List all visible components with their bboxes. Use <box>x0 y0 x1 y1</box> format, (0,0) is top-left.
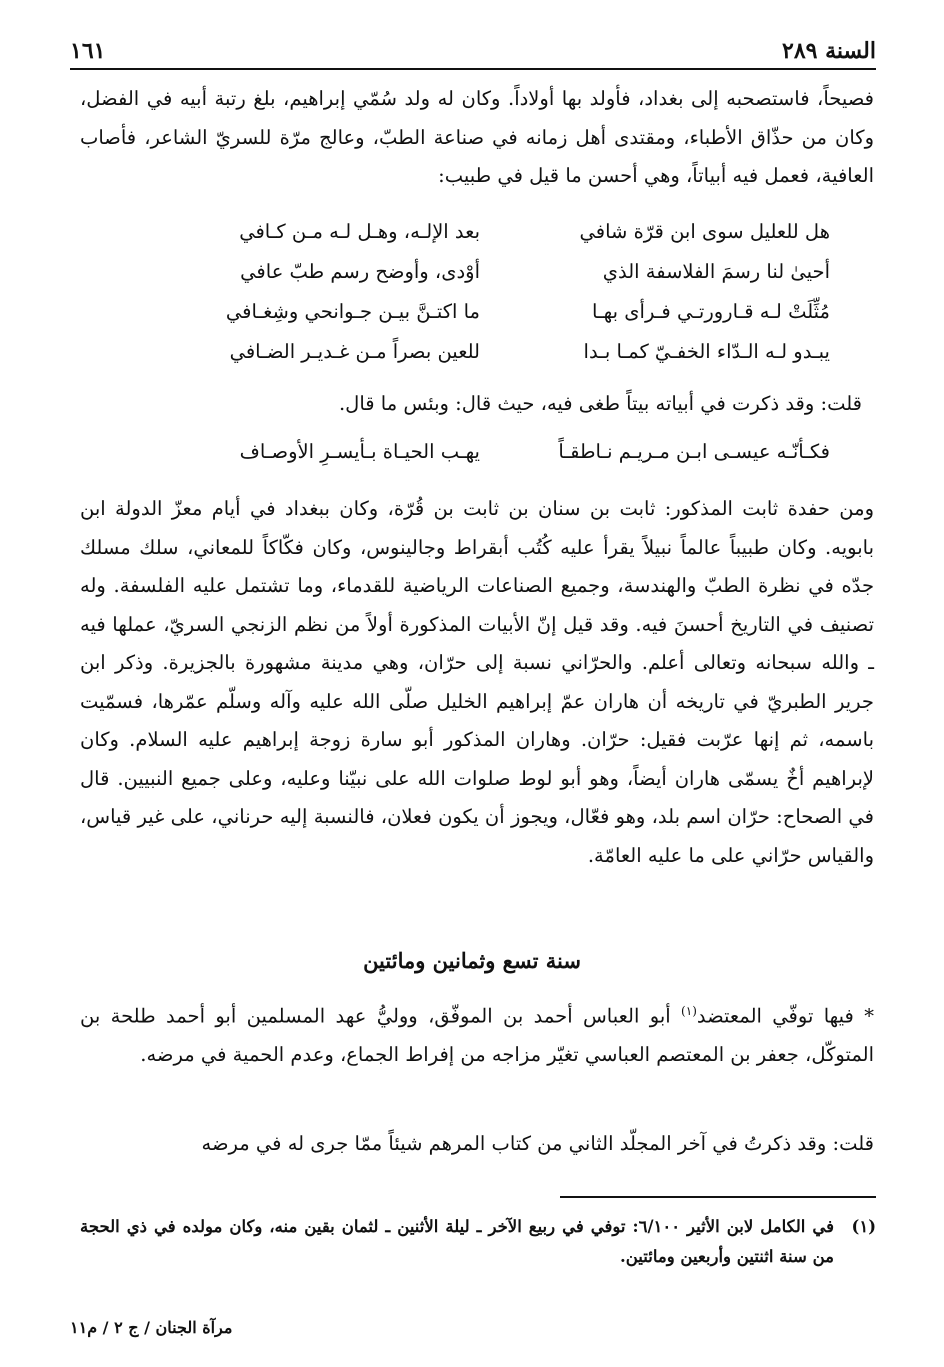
paragraph-2: ومن حفدة ثابت المذكور: ثابت بن سنان بن ثابت بن قُرّة، وكان ببغداد في أيام معزّ الدولة ابن بابويه. وكان طبيباً عالماً نبيلاً يقرأ عليه كُتُب أبقراط وجالينوس، وكان فكّاكاً للمعاني، سلك مسلك جدّه في نظرة الطبّ والهندسة، وجميع الصناعات الرياضية للقدماء، وما تشتمل عليه الفلسفة. وله تصنيف في التاريخ أحسنَ فيه. وقد قيل إنّ الأبيات المذكورة أولاً من نظم الزنجي السريّ، عملها فيه ـ والله سبحانه وتعالى أعلم. والحرّاني نسبة إلى حرّان، وهي مدينة مشهورة بالجزيرة. وذكر ابن جرير الطبريّ في تاريخه أن هاران عمّ إبراهيم الخليل صلّى الله عليه وآله وسلّم عمّرها، فسمّيت باسمه، ثم إنها عرّبت فقيل: حرّان. وهاران المذكور أبو سارة زوجة إبراهيم عليه السلام. وكان لإبراهيم أخٌ يسمّى هاران أيضاً، وهو أبو لوط صلوات الله على نبيّنا وعليه، وعلى جميع النبيين. قال في الصحاح: حرّان اسم بلد، وهو فعّال، ويجوز أن يكون فعلان، فالنسبة إليه حرناني، على غير قياس، والقياس حرّاني على ما عليه العامّة. <box>80 497 875 867</box>
paragraph-3-start: * فيها توفّي المعتضد <box>696 1004 874 1028</box>
section-title: سنة تسع وثمانين ومائتين <box>363 948 581 973</box>
poem-line <box>150 252 830 292</box>
poem-hemistich-first: فكـأنّـه عيسـى ابـن مـريـم نـاطقـاً <box>558 440 830 463</box>
poem-hemistich-second: أوْدى، وأوضح رسم طبّ عافي <box>240 260 480 283</box>
running-header <box>70 24 876 70</box>
poem-hemistich-first: يبـدو لـه الـدّاء الخفـيّ كمـا بـدا <box>583 340 830 363</box>
poem-line <box>150 432 830 472</box>
poem-hemistich-second: للعين بصراً مـن غـديـر الضـافي <box>229 340 480 363</box>
poem-hemistich-first: أحيىٰ لنا رسمَ الفلاسفة الذي <box>602 260 830 283</box>
poem-1 <box>150 212 830 372</box>
signature-mark: مرآة الجنان / ج ٢ / م١١ <box>70 1318 233 1337</box>
footnote-mark: (١) <box>851 1217 876 1236</box>
paragraph-4: قلت: وقد ذكرتُ في آخر المجلّد الثاني من كتاب المرهم شيئاً ممّا جرى له في مرضه <box>201 1132 874 1155</box>
poem-hemistich-second: بعد الإلـه، وهـل لـه مـن كـافي <box>239 220 480 243</box>
poem-hemistich-first: هل للعليل سوى ابن قرّة شافي <box>579 220 830 243</box>
paragraph-3-rest: أبو العباس أحمد بن الموفّق، ووليُّ عهد المسلمين أبو أحمد طلحة بن المتوكّل، جعفر بن المعتصم العباسي تغيّر مزاجه من إفراط الجماع، وعدم الحمية في مرضه. <box>80 1004 874 1066</box>
footnote-reference[interactable]: (١) <box>681 1004 697 1018</box>
poem-hemistich-second: ما اكتـنَّ بيـن جـوانحي وشِغـافي <box>225 300 480 323</box>
footnote <box>80 1212 876 1272</box>
poem-line <box>150 212 830 252</box>
poem-line <box>150 332 830 372</box>
poem-line <box>150 292 830 332</box>
footnote-divider <box>560 1196 876 1198</box>
quote-note: قلت: وقد ذكرت في أبياته بيتاً طغى فيه، حيث قال: وبئس ما قال. <box>338 392 862 415</box>
paragraph-1: فصيحاً، فاستصحبه إلى بغداد، فأولد بها أولاداً. وكان له ولد سُمّي إبراهيم، بلغ رتبة أبيه في الفضل، وكان من حذّاق الأطباء، ومقتدى أهل زمانه في صناعة الطبّ، وعالج مرّة للسريّ الشاعر، فأصاب العافية، فعمل فيه أبياتاً، وهي أحسن ما قيل في طبيب: <box>80 87 874 187</box>
poem-hemistich-first: مُثِّلَتْ لـه قـارورتـي فـرأى بهـا <box>592 300 830 323</box>
page-number: ١٦١ <box>70 38 106 64</box>
header-year: السنة ٢٨٩ <box>782 38 876 64</box>
footnote-text: في الكامل لابن الأثير ٦/١٠٠: توفي في ربيع الآخر ـ ليلة الأثنين ـ لثمان بقين منه، وكان مولده في ذي الحجة من سنة اثنتين وأربعين ومائتين. <box>80 1217 834 1266</box>
paragraph-3 <box>80 992 874 1075</box>
poem-2 <box>150 432 830 472</box>
poem-hemistich-second: يهـب الحيـاة بـأيسـرِ الأوصـاف <box>239 440 480 463</box>
